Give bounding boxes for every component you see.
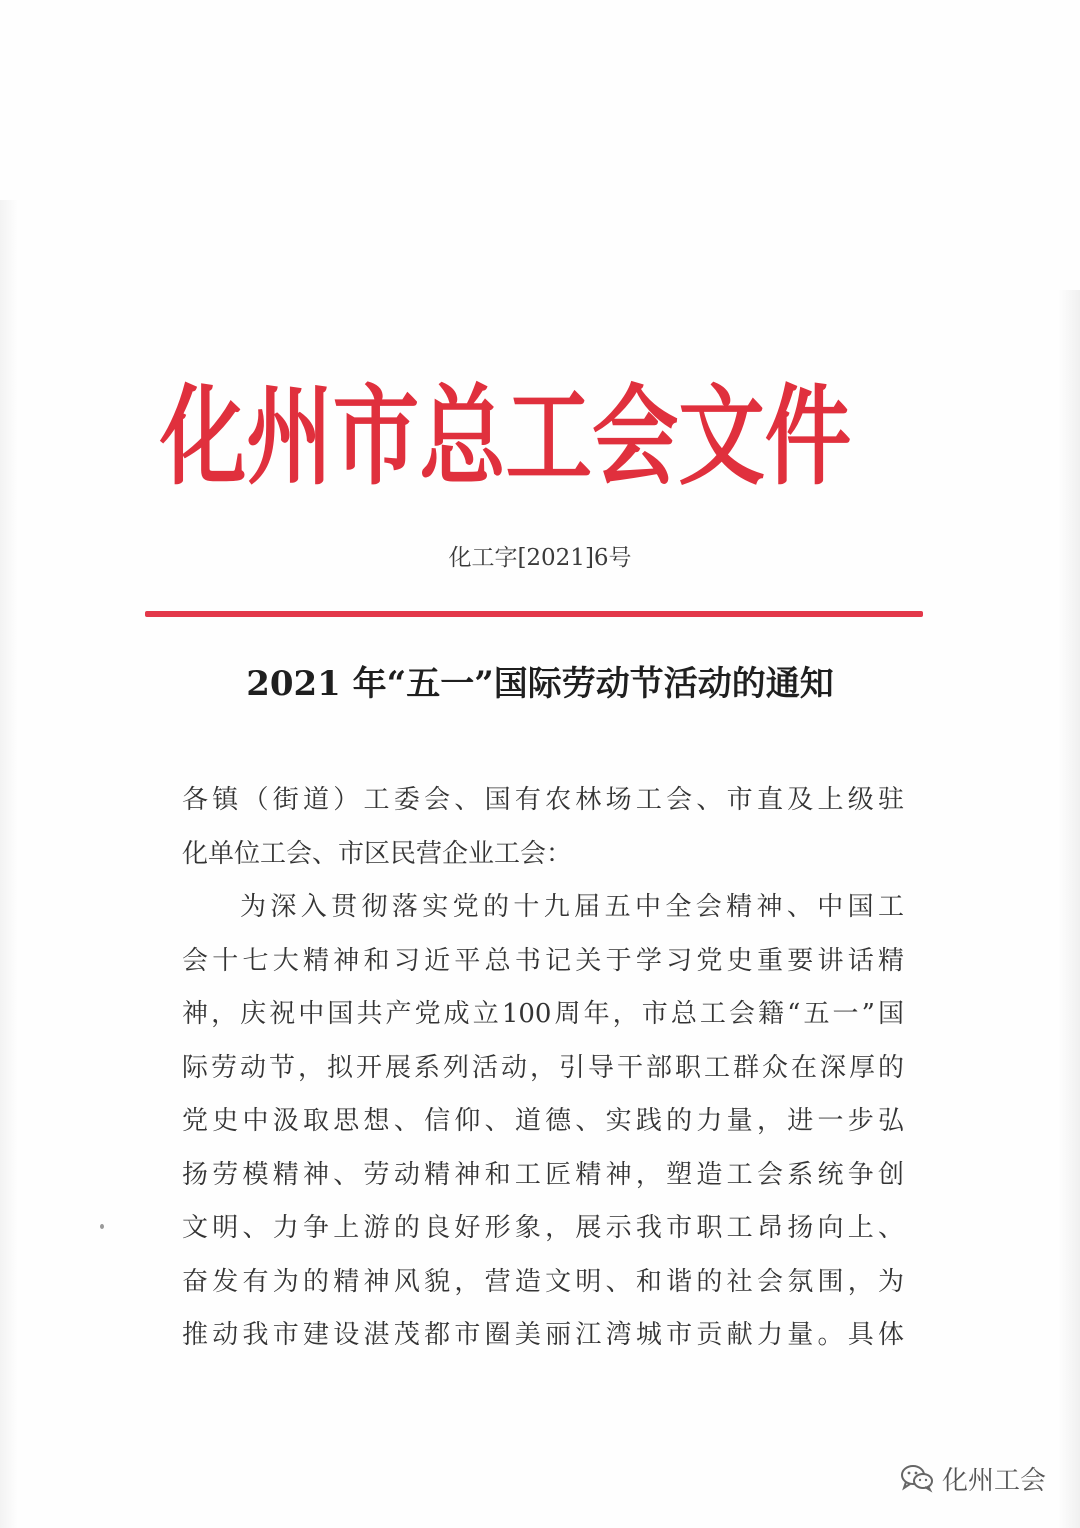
body-line-6: 际劳动节，拟开展系列活动，引导干部职工群众在深厚的 (182, 1053, 904, 1083)
document-number: 化工字[2021]6号 (448, 545, 632, 571)
body-line-9: 文明、力争上游的良好形象，展示我市职工昂扬向上、 (182, 1213, 904, 1243)
body-line-2: 化单位工会、市区民营企业工会： (182, 839, 573, 869)
watermark-label: 化州工会 (941, 1465, 1046, 1496)
document-title: 2021 年“五一”国际劳动节活动的通知 (246, 664, 834, 704)
red-divider-line (145, 611, 923, 617)
scan-speck (100, 1224, 104, 1229)
scan-shadow-right (1058, 290, 1080, 1528)
body-line-7: 党史中汲取思想、信仰、道德、实践的力量，进一步弘 (182, 1106, 904, 1136)
body-line-4: 会十七大精神和习近平总书记关于学习党史重要讲话精 (182, 946, 904, 976)
wechat-watermark (900, 1458, 1046, 1498)
org-red-header: 化州市总工会文件 (160, 374, 852, 500)
wechat-icon (900, 1463, 934, 1493)
body-line-8: 扬劳模精神、劳动精神和工匠精神，塑造工会系统争创 (182, 1160, 904, 1190)
scan-shadow-left (0, 200, 18, 1528)
body-line-10: 奋发有为的精神风貌，营造文明、和谐的社会氛围，为 (182, 1267, 904, 1297)
body-line-11: 推动我市建设湛茂都市圈美丽江湾城市贡献力量。具体 (182, 1320, 904, 1350)
body-line-3: 为深入贯彻落实党的十九届五中全会精神、中国工 (240, 892, 904, 922)
body-line-5: 神，庆祝中国共产党成立100周年，市总工会籍“五一”国 (182, 999, 904, 1029)
body-line-1: 各镇（街道）工委会、国有农林场工会、市直及上级驻 (182, 785, 904, 815)
